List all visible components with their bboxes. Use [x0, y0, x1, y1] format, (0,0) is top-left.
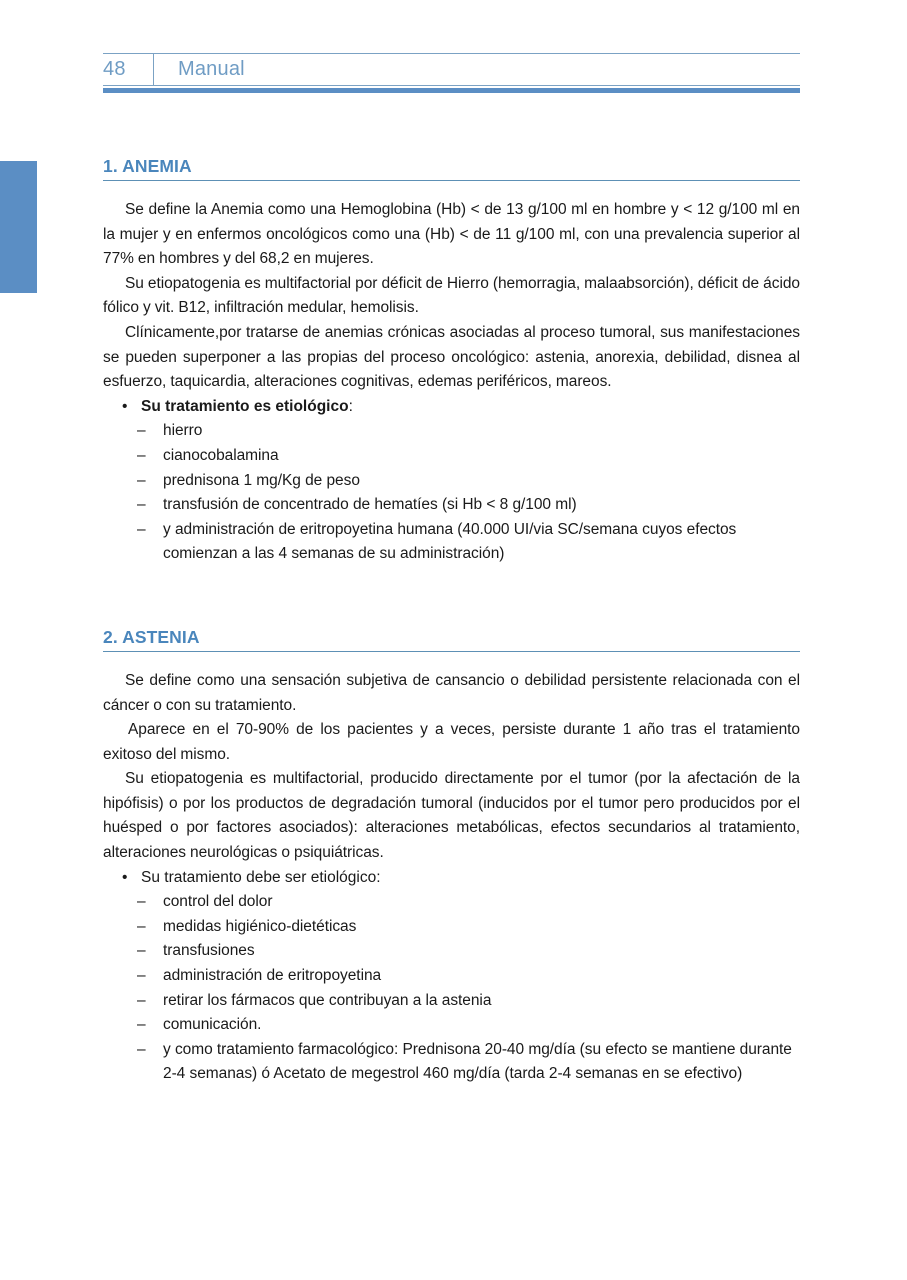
- section-title-anemia: 1. ANEMIA: [103, 156, 192, 176]
- list-item: [103, 444, 800, 469]
- list-item: [103, 964, 800, 989]
- list-item: [103, 939, 800, 964]
- bullet-label: Su tratamiento debe ser etiológico:: [141, 868, 381, 886]
- page-side-tab: [0, 161, 37, 293]
- dash-marker-icon: –: [137, 1016, 146, 1034]
- header-title: Manual: [178, 58, 245, 80]
- section-astenia: [103, 626, 800, 1087]
- list-item: [103, 469, 800, 494]
- bullet-list-anemia: [103, 395, 800, 420]
- section-rule-anemia: [103, 180, 800, 181]
- dash-marker-icon: –: [137, 1040, 146, 1058]
- bullet-label-tail: :: [348, 397, 353, 415]
- header-thin-rule: [103, 85, 800, 86]
- running-header: [103, 53, 800, 93]
- list-item: [103, 890, 800, 915]
- list-item-text: comunicación.: [163, 1016, 262, 1034]
- list-item-text: hierro: [163, 422, 203, 440]
- page-content: [103, 155, 800, 1087]
- bullet-marker-icon: •: [122, 868, 128, 886]
- list-item-text: retirar los fármacos que contribuyan a la astenia: [163, 991, 492, 1009]
- page-number: 48: [103, 58, 126, 80]
- list-item: [103, 419, 800, 444]
- paragraph: Su etiopatogenia es multifactorial por déficit de Hierro (hemorragia, malaabsorción), déficit de ácido fólico y vit. B12, infiltración medular, hemolisis.: [103, 274, 800, 317]
- bullet-list-astenia: [103, 866, 800, 891]
- list-item-text: transfusiones: [163, 942, 255, 960]
- dash-marker-icon: –: [137, 446, 146, 464]
- dash-marker-icon: –: [137, 471, 146, 489]
- header-row: [103, 54, 800, 85]
- dash-marker-icon: –: [137, 942, 146, 960]
- list-item: [103, 1013, 800, 1038]
- section-anemia: [103, 155, 800, 567]
- section-rule-astenia: [103, 651, 800, 652]
- header-thick-rule: [103, 88, 800, 93]
- list-item-text: administración de eritropoyetina: [163, 967, 382, 985]
- dash-marker-icon: –: [137, 496, 146, 514]
- section-title-astenia: 2. ASTENIA: [103, 626, 200, 647]
- dash-marker-icon: –: [137, 893, 146, 911]
- list-item: [103, 1038, 800, 1087]
- dash-marker-icon: –: [137, 991, 146, 1009]
- paragraph: Se define como una sensación subjetiva de cansancio o debilidad persistente relacionada con el cáncer o con su tratamiento.: [103, 671, 800, 714]
- list-item-text: medidas higiénico-dietéticas: [163, 917, 357, 935]
- list-item: [103, 395, 800, 420]
- list-item-text: y como tratamiento farmacológico: Prednisona 20-40 mg/día (su efecto se mantiene durante 2-4 semanas) ó Acetato de megestrol 460 mg/día (tarda 2-4 semanas en se efectivo): [163, 1040, 792, 1083]
- list-item: [103, 989, 800, 1014]
- list-item: [103, 866, 800, 891]
- list-item: [103, 518, 800, 567]
- dash-list-astenia: [103, 890, 800, 1087]
- list-item-text: prednisona 1 mg/Kg de peso: [163, 471, 360, 489]
- dash-marker-icon: –: [137, 967, 146, 985]
- list-item-text: cianocobalamina: [163, 446, 279, 464]
- paragraph: Aparece en el 70-90% de los pacientes y a veces, persiste durante 1 año tras el tratamiento exitoso del mismo.: [103, 721, 800, 763]
- list-item: [103, 915, 800, 940]
- list-item-text: control del dolor: [163, 893, 273, 911]
- paragraph: Se define la Anemia como una Hemoglobina (Hb) < de 13 g/100 ml en hombre y < 12 g/100 ml en la mujer y en enfermos oncológicos como una (Hb) < de 11 g/100 ml, con una prevalencia superior al 77% en hombres y del 68,2 en mujeres.: [103, 201, 800, 268]
- paragraph: Clínicamente,por tratarse de anemias crónicas asociadas al proceso tumoral, sus manifestaciones se pueden superponer a las propias del proceso oncológico: astenia, anorexia, debilidad, disnea al esfuerzo, taquicardia, alteraciones cognitivas, edemas periféricos, mareos.: [103, 323, 800, 391]
- paragraph: Su etiopatogenia es multifactorial, producido directamente por el tumor (por la afectación de la hipófisis) o por los productos de degradación tumoral (inducidos por el tumor pero producidos por el huésped o por factores asociados): alteraciones metabólicas, efectos secundarios al tratamiento, alteraciones neurológicas o psiquiátricas.: [103, 770, 800, 862]
- dash-marker-icon: –: [137, 520, 146, 538]
- dash-list-anemia: [103, 419, 800, 567]
- dash-marker-icon: –: [137, 422, 146, 440]
- list-item-text: y administración de eritropoyetina humana (40.000 UI/via SC/semana cuyos efectos comienzan a las 4 semanas de su administración): [163, 520, 737, 563]
- list-item-text: transfusión de concentrado de hematíes (si Hb < 8 g/100 ml): [163, 496, 577, 514]
- dash-marker-icon: –: [137, 917, 146, 935]
- bullet-label: Su tratamiento es etiológico: [141, 397, 349, 415]
- bullet-marker-icon: •: [122, 397, 128, 415]
- list-item: [103, 493, 800, 518]
